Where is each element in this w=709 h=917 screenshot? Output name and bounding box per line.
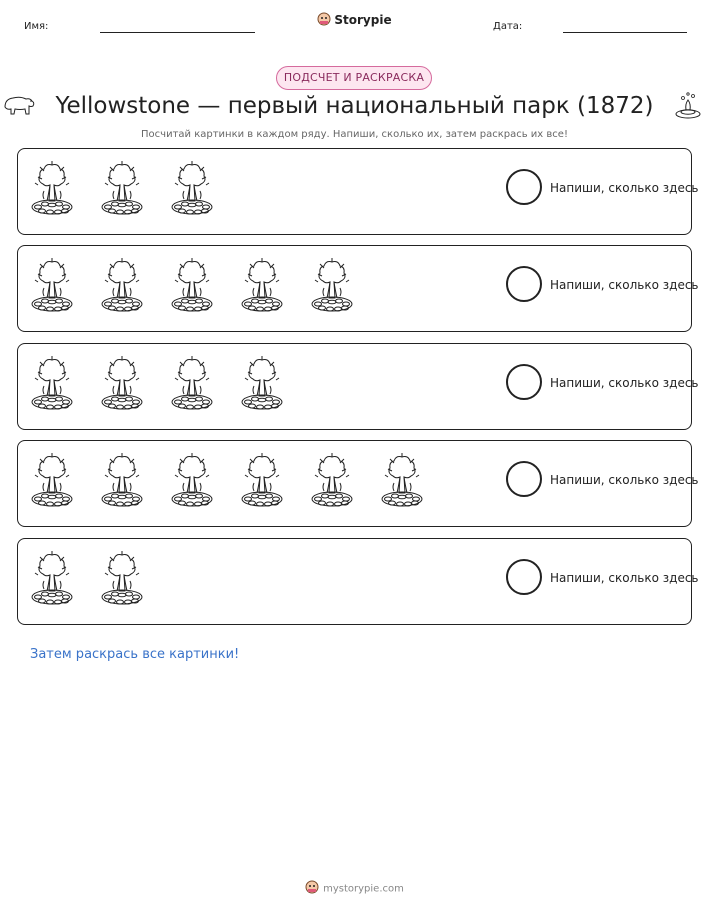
name-label: Имя: — [24, 21, 49, 32]
activity-badge: ПОДСЧЕТ И РАСКРАСКА — [276, 66, 432, 90]
answer-label: Напиши, сколько здесь — [550, 376, 699, 390]
picture-group — [30, 354, 284, 414]
geyser-icon — [170, 354, 214, 414]
geyser-icon — [170, 256, 214, 316]
count-row — [17, 440, 699, 527]
count-row — [17, 245, 699, 332]
geyser-icon — [100, 256, 144, 316]
geyser-icon — [100, 549, 144, 609]
geyser-icon — [170, 451, 214, 511]
color-instruction: Затем раскрась все картинки! — [30, 647, 240, 662]
brand — [0, 12, 709, 29]
geyser-icon — [240, 354, 284, 414]
geyser-icon — [30, 256, 74, 316]
geyser-icon — [240, 256, 284, 316]
date-line[interactable] — [563, 32, 687, 33]
count-row — [17, 343, 699, 430]
picture-group — [30, 451, 424, 511]
count-row — [17, 148, 699, 235]
geyser-icon — [310, 256, 354, 316]
geyser-icon — [310, 451, 354, 511]
geyser-icon — [100, 354, 144, 414]
geyser-icon — [30, 159, 74, 219]
geyser-icon — [380, 451, 424, 511]
brand-name: Storypie — [334, 13, 392, 27]
answer-label: Напиши, сколько здесь — [550, 473, 699, 487]
geyser-icon — [240, 451, 284, 511]
answer-label: Напиши, сколько здесь — [550, 571, 699, 585]
answer-circle[interactable] — [506, 461, 542, 497]
count-row — [17, 538, 699, 625]
answer-circle[interactable] — [506, 266, 542, 302]
storypie-logo-icon — [317, 12, 331, 29]
answer-label: Напиши, сколько здесь — [550, 181, 699, 195]
answer-circle[interactable] — [506, 169, 542, 205]
page-title: Yellowstone — первый национальный парк (1872) — [55, 93, 654, 119]
date-label: Дата: — [493, 21, 523, 32]
geyser-icon — [30, 354, 74, 414]
geyser-icon — [100, 159, 144, 219]
instructions: Посчитай картинки в каждом ряду. Напиши, сколько их, затем раскрась их все! — [141, 129, 568, 140]
footer-url: mystorypie.com — [323, 883, 404, 895]
geyser-icon — [170, 159, 214, 219]
picture-group — [30, 159, 214, 219]
geyser-icon — [30, 549, 74, 609]
answer-circle[interactable] — [506, 559, 542, 595]
picture-group — [30, 549, 144, 609]
picture-group — [30, 256, 354, 316]
footer — [0, 880, 709, 897]
name-line[interactable] — [100, 32, 255, 33]
geyser-icon — [30, 451, 74, 511]
answer-circle[interactable] — [506, 364, 542, 400]
storypie-logo-icon — [305, 880, 319, 897]
geyser-icon — [100, 451, 144, 511]
answer-label: Напиши, сколько здесь — [550, 278, 699, 292]
